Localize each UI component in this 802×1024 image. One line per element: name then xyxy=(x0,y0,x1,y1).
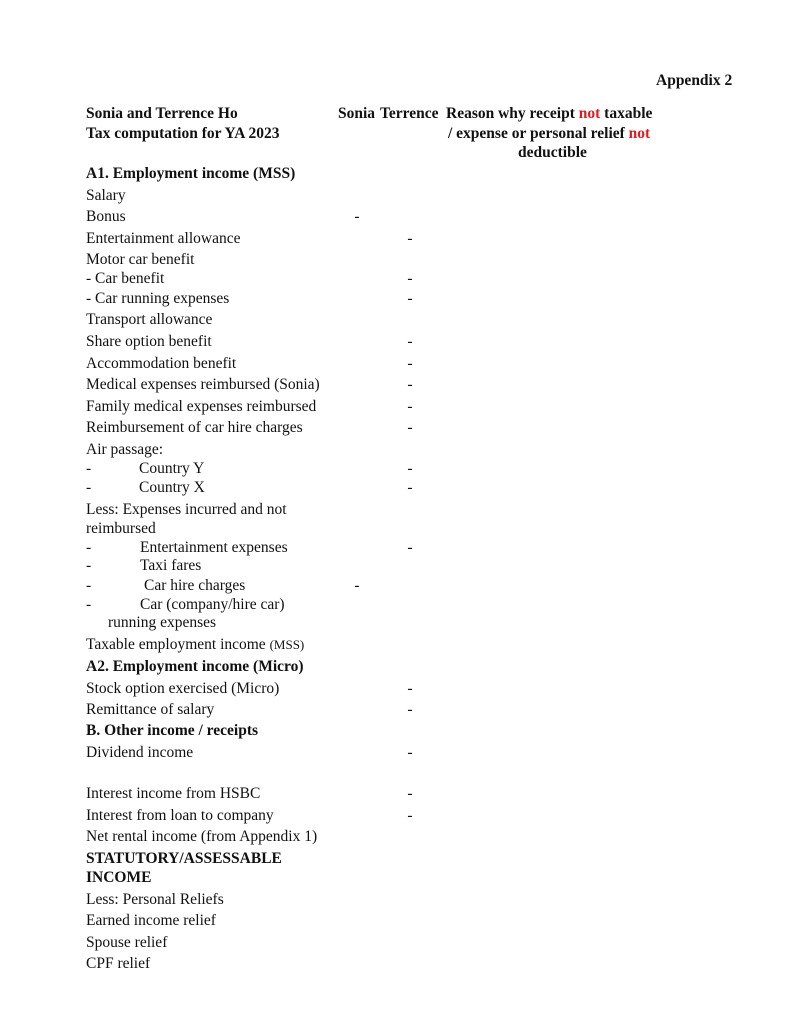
appendix-label: Appendix 2 xyxy=(656,72,733,89)
row-taxi-fares: Taxi fares xyxy=(140,557,202,574)
dash-terrence-medical-sonia: - xyxy=(407,376,413,393)
title-line-1: Sonia and Terrence Ho xyxy=(86,105,238,122)
row-bonus: Bonus xyxy=(86,208,126,225)
dash-terrence-country-x: - xyxy=(407,479,413,496)
dash-sonia-car-hire-charges: - xyxy=(354,577,360,594)
reason-header-line-3: deductible xyxy=(518,144,587,161)
row-country-y: Country Y xyxy=(139,460,205,477)
bullet-dash: - xyxy=(86,596,92,613)
column-header-terrence: Terrence xyxy=(380,105,439,122)
dash-terrence-entertainment-expenses: - xyxy=(407,539,413,556)
dash-terrence-accommodation: - xyxy=(407,355,413,372)
row-car-benefit: - Car benefit xyxy=(86,270,165,287)
row-entertainment-expenses: Entertainment expenses xyxy=(140,539,288,556)
dash-terrence-car-benefit: - xyxy=(407,270,413,287)
dash-terrence-car-hire-reimb: - xyxy=(407,419,413,436)
bullet-dash: - xyxy=(86,557,92,574)
row-transport-allowance: Transport allowance xyxy=(86,311,213,328)
section-a1-heading: A1. Employment income (MSS) xyxy=(86,165,296,182)
row-stock-option-exercised: Stock option exercised (Micro) xyxy=(86,680,280,697)
row-less-expenses-line-2: reimbursed xyxy=(86,520,156,537)
dash-terrence-remittance: - xyxy=(407,701,413,718)
row-interest-hsbc: Interest income from HSBC xyxy=(86,785,261,802)
dash-terrence-interest-hsbc: - xyxy=(407,785,413,802)
row-salary: Salary xyxy=(86,187,126,204)
section-b-heading: B. Other income / receipts xyxy=(86,722,259,739)
statutory-income-heading-line-1: STATUTORY/ASSESSABLE xyxy=(86,850,282,867)
dash-terrence-country-y: - xyxy=(407,460,413,477)
row-motor-car-benefit: Motor car benefit xyxy=(86,251,195,268)
row-share-option-benefit: Share option benefit xyxy=(86,333,212,350)
row-car-hire-charges: Car hire charges xyxy=(144,577,246,594)
row-dividend-income: Dividend income xyxy=(86,744,194,761)
column-header-sonia: Sonia xyxy=(338,105,376,122)
dash-sonia-bonus: - xyxy=(354,208,360,225)
row-net-rental-income: Net rental income (from Appendix 1) xyxy=(86,828,318,845)
row-family-medical: Family medical expenses reimbursed xyxy=(86,398,317,415)
row-less-expenses-line-1: Less: Expenses incurred and not xyxy=(86,501,287,518)
row-entertainment-allowance: Entertainment allowance xyxy=(86,230,241,247)
row-earned-income-relief: Earned income relief xyxy=(86,912,216,929)
row-taxable-employment-income: Taxable employment income (MSS) xyxy=(86,636,305,653)
reason-header-line-1: Reason why receipt not taxable xyxy=(446,105,653,122)
dash-terrence-share-option: - xyxy=(407,333,413,350)
bullet-dash: - xyxy=(86,460,92,477)
row-medical-sonia: Medical expenses reimbursed (Sonia) xyxy=(86,376,320,393)
reason-header-line-2: / expense or personal relief not xyxy=(448,125,651,142)
row-car-company-line-2: running expenses xyxy=(108,614,217,631)
row-spouse-relief: Spouse relief xyxy=(86,934,168,951)
row-accommodation-benefit: Accommodation benefit xyxy=(86,355,237,372)
section-a2-heading: A2. Employment income (Micro) xyxy=(86,658,304,675)
row-car-running-expenses: - Car running expenses xyxy=(86,290,230,307)
bullet-dash: - xyxy=(86,539,92,556)
dash-terrence-interest-loan: - xyxy=(407,807,413,824)
dash-terrence-dividend: - xyxy=(407,744,413,761)
dash-terrence-entertainment-allowance: - xyxy=(407,230,413,247)
row-car-company-line-1: Car (company/hire car) xyxy=(140,596,285,613)
row-remittance-of-salary: Remittance of salary xyxy=(86,701,215,718)
row-interest-loan: Interest from loan to company xyxy=(86,807,274,824)
dash-terrence-family-medical: - xyxy=(407,398,413,415)
bullet-dash: - xyxy=(86,479,92,496)
statutory-income-heading-line-2: INCOME xyxy=(86,869,152,886)
dash-terrence-car-running: - xyxy=(407,290,413,307)
dash-terrence-stock-option: - xyxy=(407,680,413,697)
row-car-hire-reimbursement: Reimbursement of car hire charges xyxy=(86,419,303,436)
row-less-personal-reliefs: Less: Personal Reliefs xyxy=(86,891,224,908)
row-country-x: Country X xyxy=(139,479,205,496)
title-line-2: Tax computation for YA 2023 xyxy=(86,125,280,142)
row-cpf-relief: CPF relief xyxy=(86,955,151,972)
row-air-passage: Air passage: xyxy=(86,441,164,458)
bullet-dash: - xyxy=(86,577,92,594)
